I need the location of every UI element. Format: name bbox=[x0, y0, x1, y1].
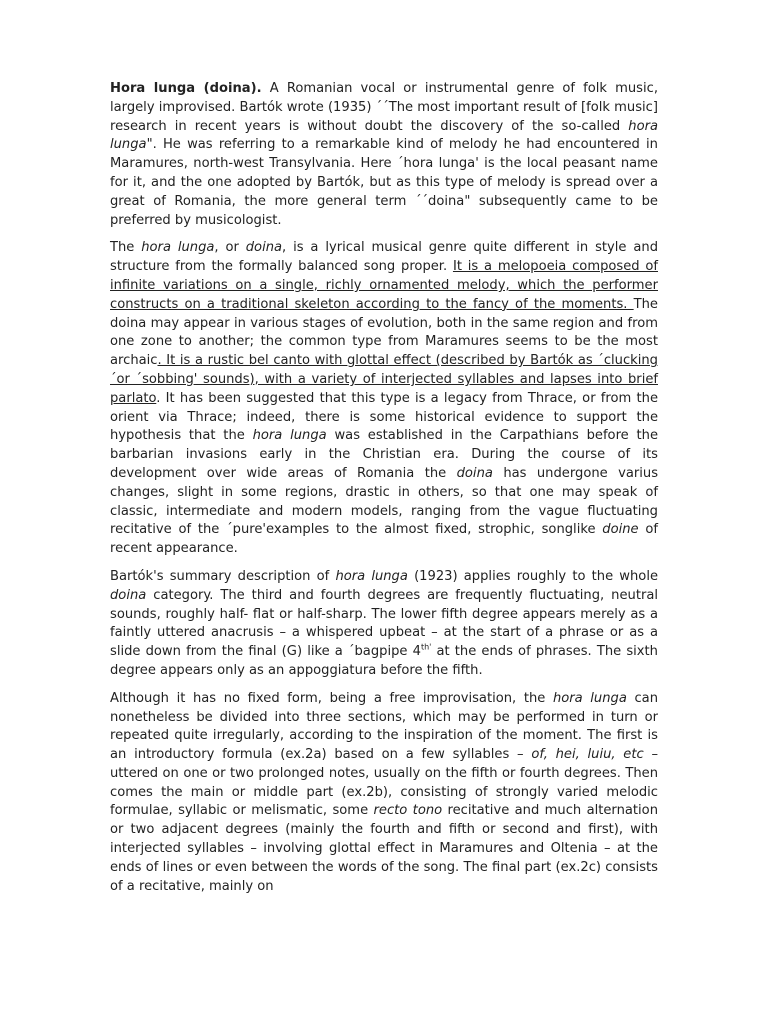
text-run: . It has been suggested that this type is a legacy from Thrace, or from the orient via Thrace; indeed, there is some historical evidence to support the hypothesis that the bbox=[110, 390, 658, 444]
text-run: Although it has no fixed form, being a free improvisation, the bbox=[110, 690, 553, 706]
italic-term: of, hei, luiu, etc bbox=[531, 747, 644, 763]
italic-term: doina bbox=[456, 465, 493, 481]
italic-term: hora lunga bbox=[552, 690, 627, 706]
text-run: was established in the Carpathians before the barbarian invasions early in the Christian era. During the course of its development over wide areas of Romania the bbox=[110, 428, 658, 481]
text-run: has undergone varius changes, slight in some regions, drastic in others, so that one may speak of classic, intermediate and modern models, ranging from the vague fluctuating recitative of the ´pure'examples to the almost fixed, strophic, songlike bbox=[110, 465, 659, 538]
text-run: of recent appearance. bbox=[110, 522, 658, 557]
paragraph-form bbox=[110, 690, 658, 897]
paragraph-bartok-summary bbox=[110, 568, 658, 681]
italic-term: doina bbox=[245, 240, 283, 256]
italic-term: hora lunga bbox=[110, 118, 658, 153]
entry-heading: Hora lunga (doina). bbox=[110, 81, 262, 96]
italic-term: doine bbox=[602, 522, 639, 538]
text-run: – uttered on one or two prolonged notes, usually on the fifth or fourth degrees. Then comes the main or middle part (ex.2b), consisting of strongly varied melodic formulae, syllabic or melismatic, some bbox=[110, 747, 658, 819]
italic-term: hora lunga bbox=[252, 428, 327, 444]
text-run: The doina may appear in various stages of evolution, both in the same region and from one zone to another; the common type from Maramures seems to be the most archaic bbox=[110, 296, 658, 369]
text-run: , or bbox=[214, 240, 246, 256]
italic-term: hora lunga bbox=[141, 240, 215, 256]
paragraph-intro bbox=[110, 80, 658, 230]
underlined-text: . It is a rustic bel canto with glottal effect (described by Bartók as ´clucking´or ´sobbing' sounds), with a variety of interjected syllables and lapses into brief parlato bbox=[110, 353, 658, 406]
italic-term: doina bbox=[110, 587, 147, 603]
text-run: category. The third and fourth degrees are frequently fluctuating, neutral sounds, roughly half- flat or half-sharp. The lower fifth degree appears merely as a faintly uttered anacrusis – a whispered upbeat – at the start of a phrase or as a slide down from the final (G) like a ´bagpipe 4 bbox=[110, 587, 658, 660]
superscript: th' bbox=[420, 642, 432, 652]
text-run: The bbox=[110, 240, 142, 256]
text-run: Bartók's summary description of bbox=[110, 568, 336, 584]
text-run: at the ends of phrases. The sixth degree appears only as an appoggiatura before the fifth. bbox=[110, 644, 658, 678]
text-run: (1923) applies roughly to the whole bbox=[407, 568, 659, 584]
text-run: ". He was referring to a remarkable kind of melody he had encountered in Maramures, north-west Transylvania. Here ´hora lunga' is the local peasant name for it, and the one adopted by Bartók, but as this type of melody is spread over a great of Romania, the more general term ´´doina" subsequently came to be preferred by musicologist. bbox=[110, 137, 658, 228]
text-run: recitative and much alternation or two adjacent degrees (mainly the fourth and fifth or second and first), with interjected syllables – involving glottal effect in Maramures and Oltenia – at the ends of lines or even between the words of the song. The final part (ex.2c) consists of a recitative, mainly on bbox=[110, 803, 658, 894]
text-run: , is a lyrical musical genre quite different in style and structure from the formally balanced song proper. bbox=[110, 240, 658, 275]
italic-term: recto tono bbox=[373, 803, 443, 819]
underlined-text: It is a melopoeia composed of infinite variations on a single, richly ornamented melody, which the performer constructs on a traditional skeleton according to the fancy of the moments. bbox=[110, 259, 658, 312]
paragraph-genre bbox=[110, 239, 658, 559]
italic-term: hora lunga bbox=[335, 568, 408, 584]
text-run: A Romanian vocal or instrumental genre of folk music, largely improvised. Bartók wrote (1935) ´´The most important result of [folk music] research in recent years is without doubt the discovery of the so-called bbox=[110, 81, 658, 134]
text-run: can nonetheless be divided into three sections, which may be performed in turn or repeated quite irregularly, according to the inspiration of the moment. The first is an introductory formula (ex.2a) based on a few syllables – bbox=[110, 690, 659, 763]
